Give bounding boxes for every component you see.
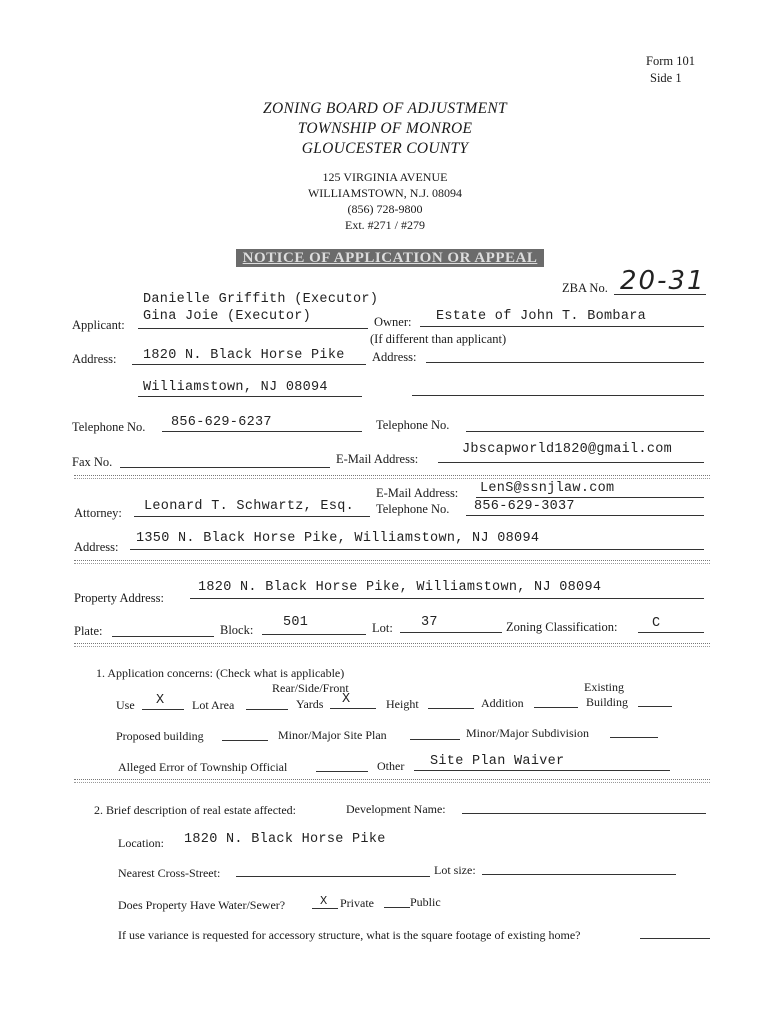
public-label: Public	[410, 895, 441, 909]
use-mark[interactable]: X	[156, 693, 165, 708]
notice-title: NOTICE OF APPLICATION OR APPEAL	[236, 249, 544, 267]
lot-label: Lot:	[372, 621, 393, 635]
private-label: Private	[340, 896, 374, 910]
applicant-phone-label: Telephone No.	[72, 420, 146, 434]
zba-label: ZBA No.	[562, 281, 608, 295]
attorney-label: Attorney:	[74, 506, 122, 520]
form-side: Side 1	[650, 71, 682, 85]
section2-title: 2. Brief description of real estate affected:	[94, 803, 297, 817]
owner-label: Owner:	[374, 315, 412, 329]
applicant-label: Applicant:	[72, 318, 125, 332]
alleged-error-label: Alleged Error of Township Official	[118, 760, 288, 774]
owner-note: (If different than applicant)	[370, 332, 507, 346]
existing-label: Existing	[584, 680, 625, 694]
yards-mark[interactable]: X	[342, 692, 351, 707]
lot-size-label: Lot size:	[434, 863, 476, 877]
owner-email[interactable]: Jbscapworld1820@gmail.com	[462, 442, 673, 457]
owner-address-label: Address:	[372, 350, 417, 364]
use-label: Use	[116, 698, 135, 712]
zba-number[interactable]: 20-31	[620, 266, 706, 296]
building-label: Building	[586, 695, 629, 709]
applicant-name-2[interactable]: Gina Joie (Executor)	[143, 309, 312, 324]
header-township: TOWNSHIP OF MONROE	[297, 120, 473, 137]
applicant-address-label: Address:	[72, 352, 117, 366]
height-label: Height	[386, 697, 419, 711]
yards-label: Yards	[296, 697, 324, 711]
location-label: Location:	[118, 836, 164, 850]
attorney-phone[interactable]: 856-629-3037	[474, 499, 575, 514]
header-phone: (856) 728-9800	[347, 202, 423, 216]
owner-email-label: E-Mail Address:	[336, 452, 419, 466]
attorney-address-label: Address:	[74, 540, 119, 554]
applicant-name-1[interactable]: Danielle Griffith (Executor)	[143, 292, 379, 307]
development-name-label: Development Name:	[346, 802, 446, 816]
other-label: Other	[377, 759, 405, 773]
block-label: Block:	[220, 623, 254, 637]
plate-label: Plate:	[74, 624, 103, 638]
variance-question: If use variance is requested for accessory structure, what is the square footage of existing home?	[118, 928, 581, 942]
addition-label: Addition	[481, 696, 524, 710]
header-board: ZONING BOARD OF ADJUSTMENT	[263, 100, 507, 117]
fax-label: Fax No.	[72, 455, 113, 469]
attorney-name[interactable]: Leonard T. Schwartz, Esq.	[144, 499, 355, 514]
header-ext: Ext. #271 / #279	[345, 218, 425, 232]
rsf-label: Rear/Side/Front	[272, 681, 349, 695]
attorney-email-label: E-Mail Address:	[376, 486, 459, 500]
header-county: GLOUCESTER COUNTY	[301, 140, 469, 157]
block-value[interactable]: 501	[283, 615, 309, 630]
other-value[interactable]: Site Plan Waiver	[430, 754, 565, 769]
minor-site-plan-label: Minor/Major Site Plan	[278, 728, 387, 742]
owner-value[interactable]: Estate of John T. Bombara	[436, 309, 647, 324]
applicant-address-2[interactable]: Williamstown, NJ 08094	[143, 380, 328, 395]
attorney-address[interactable]: 1350 N. Black Horse Pike, Williamstown, NJ 08094	[136, 531, 540, 546]
lot-area-label: Lot Area	[192, 698, 235, 712]
water-sewer-label: Does Property Have Water/Sewer?	[118, 898, 286, 912]
attorney-phone-label: Telephone No.	[376, 502, 450, 516]
applicant-phone[interactable]: 856-629-6237	[171, 415, 272, 430]
location-value[interactable]: 1820 N. Black Horse Pike	[184, 832, 386, 847]
proposed-building-label: Proposed building	[116, 729, 204, 743]
owner-phone-label: Telephone No.	[376, 418, 450, 432]
lot-value[interactable]: 37	[421, 615, 438, 630]
header-street: 125 VIRGINIA AVENUE	[322, 170, 448, 184]
cross-street-label: Nearest Cross-Street:	[118, 866, 221, 880]
minor-subdivision-label: Minor/Major Subdivision	[466, 726, 590, 740]
section1-title: 1. Application concerns: (Check what is applicable)	[96, 666, 345, 680]
property-address[interactable]: 1820 N. Black Horse Pike, Williamstown, NJ 08094	[198, 580, 602, 595]
zoning-label: Zoning Classification:	[506, 620, 618, 634]
private-mark[interactable]: X	[320, 894, 328, 908]
attorney-email[interactable]: LenS@ssnjlaw.com	[480, 481, 615, 496]
applicant-address-1[interactable]: 1820 N. Black Horse Pike	[143, 348, 345, 363]
zoning-value[interactable]: C	[652, 616, 661, 631]
form-number: Form 101	[646, 54, 695, 68]
header-city: WILLIAMSTOWN, N.J. 08094	[307, 186, 463, 200]
property-address-label: Property Address:	[74, 591, 164, 605]
